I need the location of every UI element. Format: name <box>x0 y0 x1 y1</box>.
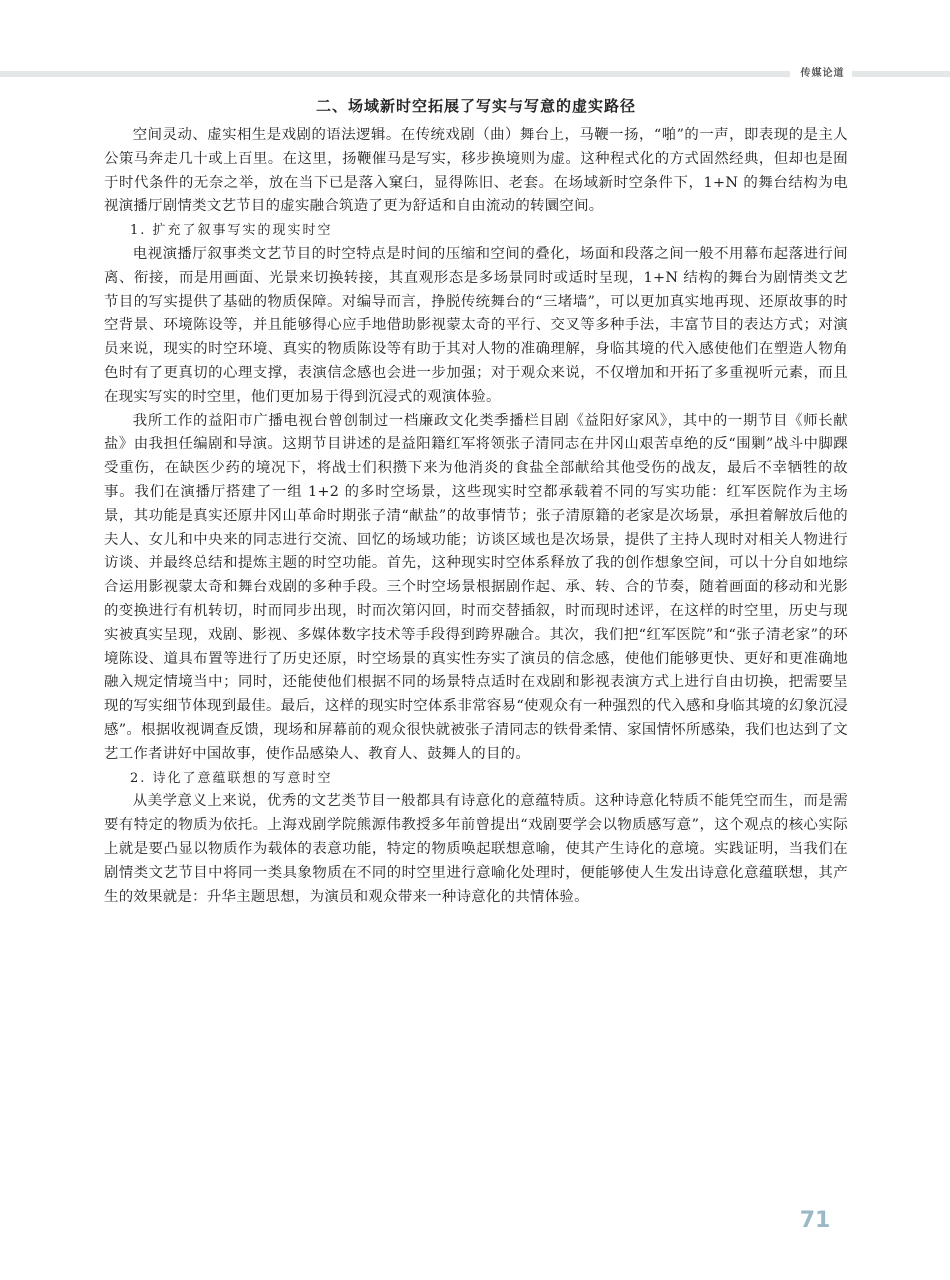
header-rule-right <box>852 71 950 77</box>
paragraph-1-2: 我所工作的益阳市广播电视台曾创制过一档廉政文化类季播栏目剧《益阳好家风》，其中的一期节目《师长献盐》由我担任编剧和导演。这期节目讲述的是益阳籍红军将领张子清同志在井冈山艰苦卓绝的反“围剿”战斗中脚踝受重伤，在缺医少药的境况下，将战士们积攒下来为他消炎的食盐全部献给其他受伤的战友，最后不幸牺牲的故事。我们在演播厅搭建了一组 1+2 的多时空场景，这些现实时空都承载着不同的写实功能：红军医院作为主场景，其功能是真实还原井冈山革命时期张子清“献盐”的故事情节；张子清原籍的老家是次场景，承担着解放后他的夫人、女儿和中央来的同志进行交流、回忆的场域功能；访谈区域也是次场景，提供了主持人现时对相关人物进行访谈、并最终总结和提炼主题的时空功能。首先，这种现实时空体系释放了我的创作想象空间，可以十分自如地综合运用影视蒙太奇和舞台戏剧的多种手段。三个时空场景根据剧作起、承、转、合的节奏，随着画面的移动和光影的变换进行有机转切，时而同步出现，时而次第闪回，时而交替插叙，时而现时述评，在这样的时空里，历史与现实被真实呈现，戏剧、影视、多媒体数字技术等手段得到跨界融合。其次，我们把“红军医院”和“张子清老家”的环境陈设、道具布置等进行了历史还原，时空场景的真实性夯实了演员的信念感，使他们能够更快、更好和更准确地融入规定情境当中；同时，还能使他们根据不同的场景特点适时在戏剧和影视表演方式上进行自由切换，把需要呈现的写实细节体现到最佳。最后，这样的现实时空体系非常容易“使观众有一种强烈的代入感和身临其境的幻象沉浸感”。根据收视调查反馈，现场和屏幕前的观众很快就被张子清同志的铁骨柔情、家国情怀所感染，我们也达到了文艺工作者讲好中国故事，使作品感染人、教育人、鼓舞人的目的。 <box>104 412 848 762</box>
page-number: 71 <box>799 1208 831 1233</box>
paragraph-2-1: 从美学意义上来说，优秀的文艺类节目一般都具有诗意化的意蕴特质。这种诗意化特质不能凭空而生，而是需要有特定的物质为依托。上海戏剧学院熊源伟教授多年前曾提出“戏剧要学会以物质感写意”，这个观点的核心实际上就是要凸显以物质作为载体的表意功能，特定的物质唤起联想意喻，使其产生诗化的意境。实践证明，当我们在剧情类文艺节目中将同一类具象物质在不同的时空里进行意喻化处理时，便能够使人生发出诗意化意蕴联想，其产生的效果就是：升华主题思想，为演员和观众带来一种诗意化的共情体验。 <box>104 793 848 905</box>
subheading-1: 1. 扩充了叙事写实的现实时空 <box>130 223 333 239</box>
header-rule-left <box>0 71 790 77</box>
intro-paragraph: 空间灵动、虚实相生是戏剧的语法逻辑。在传统戏剧（曲）舞台上，马鞭一扬，“啪”的一声，即表现的是主人公策马奔走几十或上百里。在这里，扬鞭催马是写实，移步换境则为虚。这种程式化的方式固然经典，但却也是囿于时代条件的无奈之举，放在当下已是落入窠臼，显得陈旧、老套。在场域新时空条件下，1+N 的舞台结构为电视演播厅剧情类文艺节目的虚实融合筑造了更为舒适和自由流动的转圜空间。 <box>104 127 848 215</box>
section-title: 二、场域新时空拓展了写实与写意的虚实路径 <box>315 97 636 115</box>
article-body <box>104 96 848 909</box>
paragraph-1-1: 电视演播厅叙事类文艺节目的时空特点是时间的压缩和空间的叠化，场面和段落之间一般不用幕布起落进行间离、衔接，而是用画面、光景来切换转接，其直观形态是多场景同时或适时呈现，1+N 结构的舞台为剧情类文艺节目的写实提供了基础的物质保障。对编导而言，挣脱传统舞台的“三堵墙”，可以更加真实地再现、还原故事的时空背景、环境陈设等，并且能够得心应手地借助影视蒙太奇的平行、交叉等多种手法，丰富节目的表达方式；对演员来说，现实的时空环境、真实的物质陈设等有助于其对人物的准确理解，身临其境的代入感使他们在塑造人物角色时有了更真切的心理支撑，表演信念感也会进一步加强；对于观众来说，不仅增加和开拓了多重视听元素，而且在现实写实的时空里，他们更加易于得到沉浸式的观演体验。 <box>104 245 848 405</box>
subheading-2: 2. 诗化了意蕴联想的写意时空 <box>130 770 333 786</box>
journal-section-label: 传媒论道 <box>800 68 845 79</box>
